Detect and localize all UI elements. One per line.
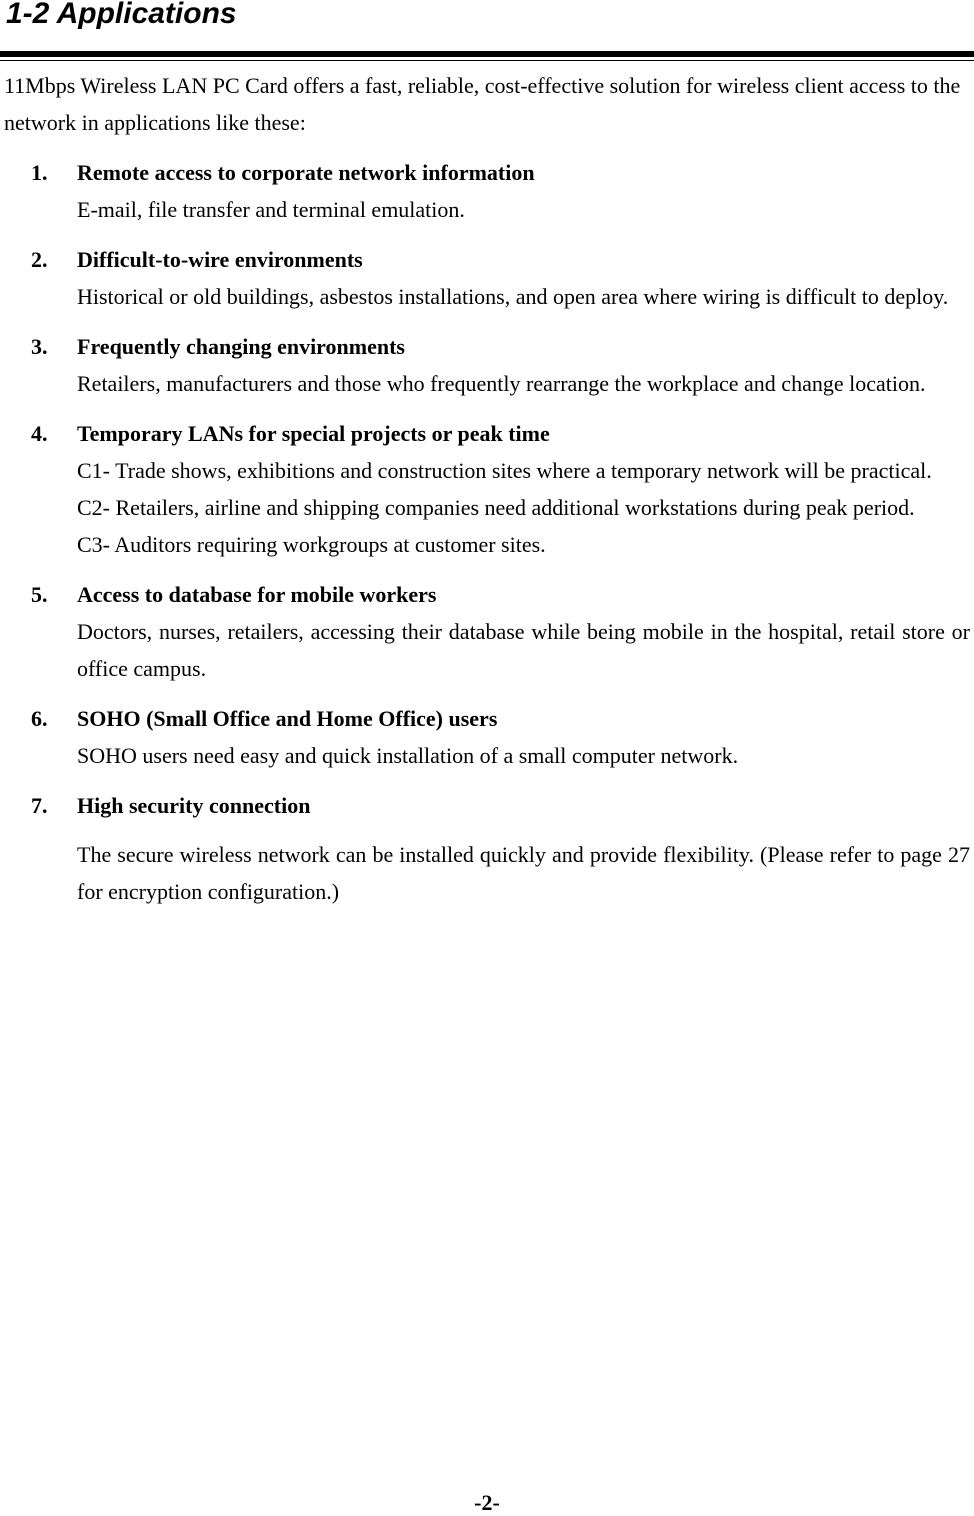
- item-description: Doctors, nurses, retailers, accessing their database while being mobile in the hospital, retail store or office campus.: [77, 619, 970, 681]
- list-item-temporary-lans: [0, 415, 970, 563]
- page-title: 1-2 Applications: [6, 0, 237, 30]
- item-heading: SOHO (Small Office and Home Office) users: [77, 706, 498, 731]
- item-heading: High security connection: [77, 793, 311, 818]
- intro-paragraph: 11Mbps Wireless LAN PC Card offers a fast, reliable, cost-effective solution for wireless client access to the network in applications like these:: [4, 73, 961, 135]
- item-number: 4.: [31, 421, 48, 446]
- list-item-difficult-to-wire: [0, 241, 970, 315]
- item-heading: Difficult-to-wire environments: [77, 247, 363, 272]
- item-heading: Temporary LANs for special projects or peak time: [77, 421, 550, 446]
- list-item-changing-environments: [0, 328, 970, 402]
- item-heading: Frequently changing environments: [77, 334, 405, 359]
- sub-item-c3: C3- Auditors requiring workgroups at customer sites.: [77, 532, 546, 557]
- list-item-high-security: [0, 787, 970, 910]
- item-description: Retailers, manufacturers and those who frequently rearrange the workplace and change location.: [77, 371, 926, 396]
- list-item-soho-users: [0, 700, 970, 774]
- sub-item-c2: C2- Retailers, airline and shipping companies need additional workstations during peak period.: [77, 495, 915, 520]
- list-item-remote-access: [0, 154, 970, 228]
- applications-list: [0, 154, 970, 923]
- title-rule-thin: [0, 60, 974, 61]
- item-description: Historical or old buildings, asbestos installations, and open area where wiring is difficult to deploy.: [77, 284, 949, 309]
- title-rule-thick: [0, 51, 974, 57]
- item-number: 1.: [31, 160, 48, 185]
- item-heading: Access to database for mobile workers: [77, 582, 437, 607]
- sub-item-c1: C1- Trade shows, exhibitions and construction sites where a temporary network will be practical.: [77, 458, 932, 483]
- item-description: The secure wireless network can be installed quickly and provide flexibility. (Please refer to page 27 for encryption configuration.): [77, 842, 970, 904]
- item-number: 3.: [31, 334, 48, 359]
- item-description: SOHO users need easy and quick installation of a small computer network.: [77, 743, 739, 768]
- item-number: 2.: [31, 247, 48, 272]
- page-number: -2-: [474, 1490, 500, 1515]
- item-number: 5.: [31, 582, 48, 607]
- list-item-mobile-workers: [0, 576, 970, 687]
- item-number: 6.: [31, 706, 48, 731]
- item-heading: Remote access to corporate network information: [77, 160, 535, 185]
- item-number: 7.: [31, 793, 48, 818]
- item-description: E-mail, file transfer and terminal emulation.: [77, 197, 465, 222]
